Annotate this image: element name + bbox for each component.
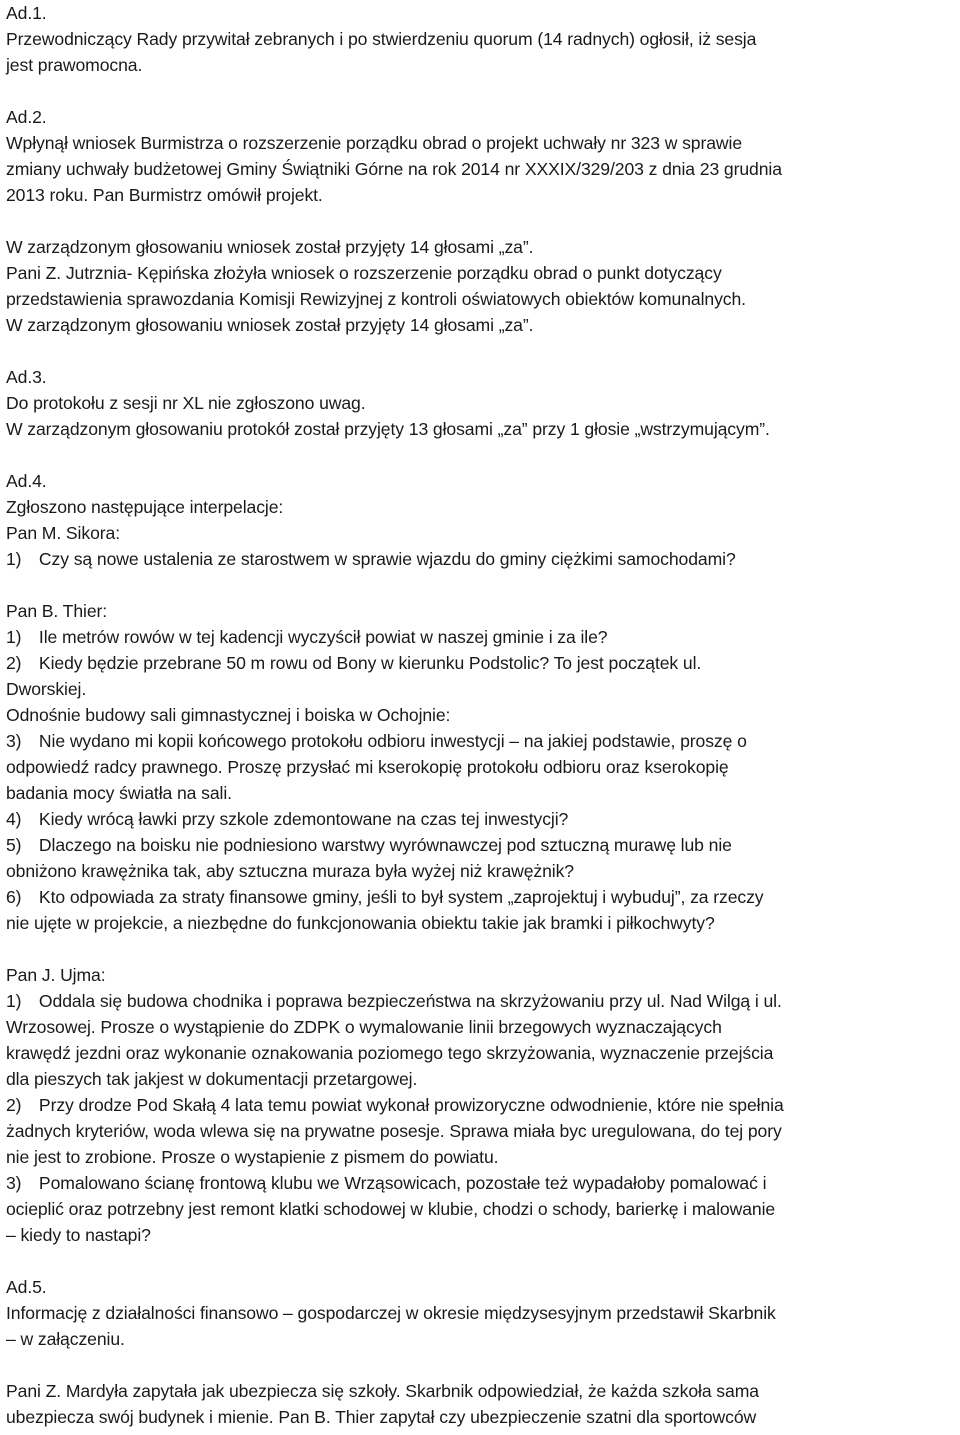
text-line: W zarządzonym głosowaniu protokół został przyjęty 13 głosami „za” przy 1 głosie „wstrzymującym”.	[6, 419, 770, 439]
text-line: Dworskiej.	[6, 679, 87, 699]
text-line: Ad.2.	[6, 107, 47, 127]
paragraph-gap	[6, 1248, 958, 1274]
text-line: W zarządzonym głosowaniu wniosek został przyjęty 14 głosami „za”.	[6, 315, 534, 335]
text-line: badania mocy światła na sali.	[6, 783, 232, 803]
text-line: nie ujęte w projekcie, a niezbędne do funkcjonowania obiektu takie jak bramki i piłkochwyty?	[6, 913, 715, 933]
text-line: Informację z działalności finansowo – gospodarczej w okresie międzysesyjnym przedstawił Skarbnik	[6, 1303, 776, 1323]
text-line: 3) Pomalowano ścianę frontową klubu we Wrząsowicach, pozostałe też wypadałoby pomalować i	[6, 1173, 767, 1193]
text-line: nie jest to zrobione. Prosze o wystapienie z pismem do powiatu.	[6, 1147, 499, 1167]
text-line: 2013 roku. Pan Burmistrz omówił projekt.	[6, 185, 323, 205]
text-line: 5) Dlaczego na boisku nie podniesiono warstwy wyrównawczej pod sztuczną murawę lub nie	[6, 835, 732, 855]
text-line: Pani Z. Jutrznia- Kępińska złożyła wniosek o rozszerzenie porządku obrad o punkt dotyczący	[6, 263, 722, 283]
text-line: Do protokołu z sesji nr XL nie zgłoszono uwag.	[6, 393, 366, 413]
text-line: Pan J. Ujma:	[6, 965, 106, 985]
text-line: Wrzosowej. Prosze o wystąpienie do ZDPK o wymalowanie linii brzegowych wyznaczających	[6, 1017, 722, 1037]
paragraph-gap	[6, 936, 958, 962]
text-line: Ad.1.	[6, 3, 47, 23]
text-line: przedstawienia sprawozdania Komisji Rewizyjnej z kontroli oświatowych obiektów komunalnych.	[6, 289, 746, 309]
paragraph-gap	[6, 78, 958, 104]
text-line: Wpłynął wniosek Burmistrza o rozszerzenie porządku obrad o projekt uchwały nr 323 w sprawie	[6, 133, 743, 153]
text-line: Pan M. Sikora:	[6, 523, 120, 543]
text-line: 6) Kto odpowiada za straty finansowe gminy, jeśli to był system „zaprojektuj i wybuduj”, za rzeczy	[6, 887, 764, 907]
text-line: Przewodniczący Rady przywitał zebranych i po stwierdzeniu quorum (14 radnych) ogłosił, iż sesja	[6, 29, 757, 49]
text-line: 1) Ile metrów rowów w tej kadencji wyczyścił powiat w naszej gminie i za ile?	[6, 627, 608, 647]
text-line: Pani Z. Mardyła zapytała jak ubezpiecza się szkoły. Skarbnik odpowiedział, że każda szkoła sama	[6, 1381, 759, 1401]
text-line: dla pieszych tak jakjest w dokumentacji przetargowej.	[6, 1069, 418, 1089]
text-line: ubezpiecza swój budynek i mienie. Pan B. Thier zapytał czy ubezpieczenie szatni dla sportowców	[6, 1407, 757, 1427]
text-line: żadnych kryteriów, woda wlewa się na prywatne posesje. Sprawa miała byc uregulowana, do tej pory	[6, 1121, 782, 1141]
text-line: jest prawomocna.	[6, 55, 143, 75]
text-line: 2) Kiedy będzie przebrane 50 m rowu od Bony w kierunku Podstolic? To jest początek ul.	[6, 653, 702, 673]
text-line: krawędź jezdni oraz wykonanie oznakowania poziomego tego skrzyżowania, wyznaczenie przejścia	[6, 1043, 774, 1063]
text-line: Pan B. Thier:	[6, 601, 108, 621]
text-line: zmiany uchwały budżetowej Gminy Świątniki Górne na rok 2014 nr XXXIX/329/203 z dnia 23 grudnia	[6, 159, 782, 179]
text-line: – kiedy to nastapi?	[6, 1225, 151, 1245]
paragraph-gap	[6, 1352, 958, 1378]
text-line: obniżono krawężnika tak, aby sztuczna muraza była wyżej niż krawężnik?	[6, 861, 574, 881]
document-body	[6, 0, 958, 1430]
text-line: 2) Przy drodze Pod Skałą 4 lata temu powiat wykonał prowizoryczne odwodnienie, które nie spełnia	[6, 1095, 784, 1115]
text-line: Zgłoszono następujące interpelacje:	[6, 497, 284, 517]
paragraph-gap	[6, 338, 958, 364]
text-line: Ad.5.	[6, 1277, 47, 1297]
text-line: ocieplić oraz potrzebny jest remont klatki schodowej w klubie, chodzi o schody, barierkę i malowanie	[6, 1199, 776, 1219]
text-line: Ad.3.	[6, 367, 47, 387]
text-line: – w załączeniu.	[6, 1329, 125, 1349]
text-line: 3) Nie wydano mi kopii końcowego protokołu odbioru inwestycji – na jakiej podstawie, proszę o	[6, 731, 747, 751]
text-line: 4) Kiedy wrócą ławki przy szkole zdemontowane na czas tej inwestycji?	[6, 809, 569, 829]
paragraph-gap	[6, 442, 958, 468]
paragraph-gap	[6, 572, 958, 598]
text-line: odpowiedź radcy prawnego. Proszę przysłać mi kserokopię protokołu odbioru oraz kserokopię	[6, 757, 729, 777]
text-line: Odnośnie budowy sali gimnastycznej i boiska w Ochojnie:	[6, 705, 451, 725]
text-line: 1) Oddala się budowa chodnika i poprawa bezpieczeństwa na skrzyżowaniu przy ul. Nad Wilgą i ul.	[6, 991, 782, 1011]
text-line: Ad.4.	[6, 471, 47, 491]
text-line: W zarządzonym głosowaniu wniosek został przyjęty 14 głosami „za”.	[6, 237, 534, 257]
paragraph-gap	[6, 208, 958, 234]
text-line: 1) Czy są nowe ustalenia ze starostwem w sprawie wjazdu do gminy ciężkimi samochodami?	[6, 549, 736, 569]
